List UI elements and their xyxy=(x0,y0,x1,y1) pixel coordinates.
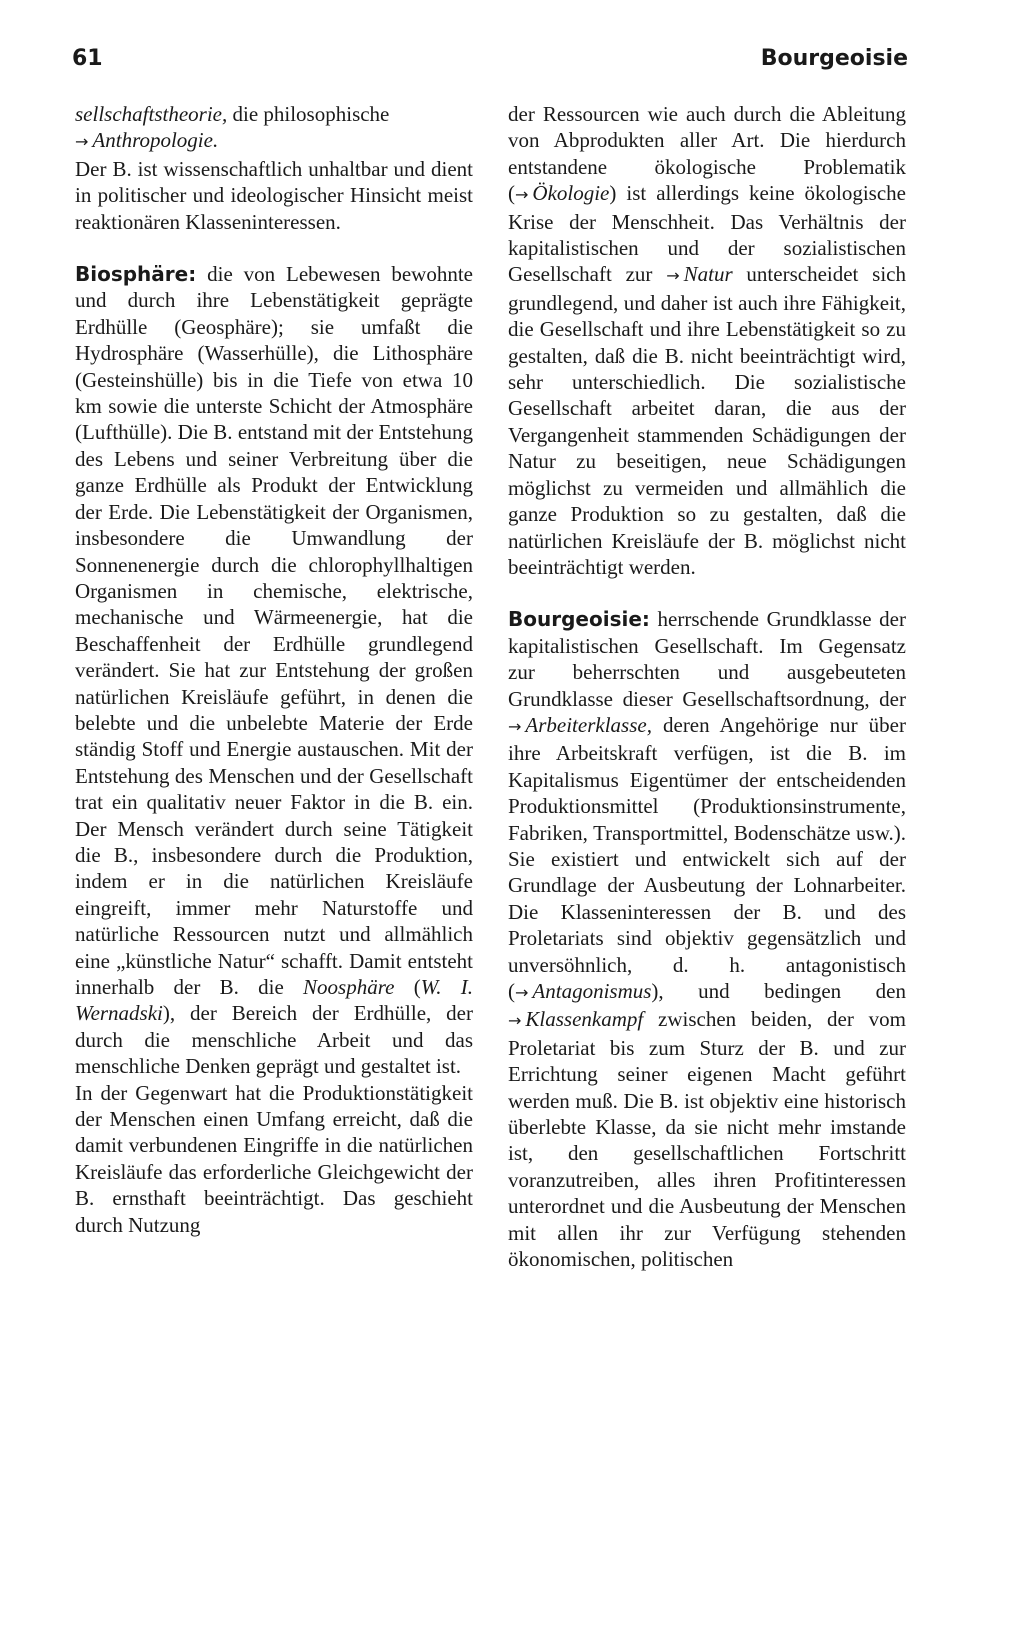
cross-reference-arrow-icon: → xyxy=(515,983,529,1002)
body-text: zwischen beiden, der vom Proletariat bis zum Sturz der B. und zur Errichtung seiner eigenen Macht geführt werden muß. Die B. ist objektiv eine historisch überlebte Klasse, da sie nicht mehr imstande ist, den gesellschaftlichen Fortschritt voranzutreiben, alles ihren Profitinteressen unterordnet und die Ausbeutung der Menschen mit allen ihr zur Verfügung stehenden ökonomischen, politischen xyxy=(508,1007,906,1272)
cross-reference: Antagonismus xyxy=(532,979,652,1003)
cross-reference: Ökologie xyxy=(532,181,610,206)
body-text: unterscheidet sich grundlegend, und daher ist auch ihre Fähigkeit, die Gesellschaft und ihre Lebenstätigkeit so zu gestalten, daß die B. nicht beeinträchtigt wird, sehr unterschiedlich. Die sozialistische Gesellschaft arbeitet daran, die aus der Vergangenheit stammenden Schädigungen der Natur zu beseitigen, neue Schädigungen möglichst zu vermeiden und allmählich die ganze Produktion so zu gestalten, daß die natürlichen Kreisläufe der B. möglichst nicht beeinträchtigt werden. xyxy=(508,262,906,579)
cross-reference-arrow-icon: → xyxy=(508,716,522,736)
entry-biosphaere-continued xyxy=(508,101,906,580)
cross-reference: sellschaftstheorie, xyxy=(75,102,228,126)
cross-reference: Noosphäre xyxy=(303,975,395,999)
cross-reference-arrow-icon: → xyxy=(666,266,680,286)
cross-reference-arrow-icon: → xyxy=(515,185,529,205)
body-text: deren Angehörige nur über ihre Arbeitskraft verfügen, ist die B. im Kapitalismus Eigentümer der entscheidenden Produktionsmittel (Produktionsinstrumente, Fabriken, Transportmittel, Bodenschätze usw.). Sie existiert und entwickelt sich auf der Grundlage der Ausbeutung der Lohnarbeiter. Die Klasseninteressen der B. und des Proletariats sind objektiv gegensätzlich und unversöhnlich, d. h. antagonistisch ( xyxy=(508,712,906,1003)
entry-term: Biosphäre: xyxy=(75,262,197,287)
paragraph: In der Gegenwart hat die Produktionstätigkeit der Menschen einen Umfang erreicht, daß die damit verbundenen Eingriffe in die natürlichen Kreisläufe das erforderliche Gleichgewicht der B. ernsthaft beeinträchtigt. Das geschieht durch Nutzung xyxy=(75,1080,473,1237)
body-text: herrschende Grundklasse der kapitalistischen Gesellschaft. Im Gegensatz zur beherrschten und ausgebeuteten Grundklasse dieser Gesellschaftsordnung, der xyxy=(508,607,906,711)
entry-biosphaere xyxy=(75,261,473,1080)
right-column xyxy=(508,101,906,1272)
entry-bourgeoisie xyxy=(508,606,906,1272)
left-column xyxy=(75,101,473,1238)
body-text: die philosophische xyxy=(227,102,390,126)
body-text: ), der Bereich der Erdhülle, der durch die menschliche Arbeit und das menschliche Denken geprägt und gestaltet ist. xyxy=(75,1001,473,1079)
cross-reference-arrow-icon: → xyxy=(508,1011,522,1031)
body-text: ), und bedingen den xyxy=(651,979,906,1003)
cross-reference: Klassenkampf xyxy=(525,1007,644,1032)
paragraph: Der B. ist wissenschaftlich unhaltbar und dient in politischer und ideologischer Hinsicht meist reaktionären Klasseninteressen. xyxy=(75,156,473,234)
cross-reference: Arbeiterklasse, xyxy=(525,712,652,737)
entry-term: Bourgeoisie: xyxy=(508,607,650,632)
body-text: die von Lebewesen bewohnte und durch ihre Lebenstätigkeit geprägte Erdhülle (Geosphäre); sie umfaßt die Hydrosphäre (Wasserhülle), die Lithosphäre (Gesteinshülle) bis in die Tiefe von etwa 10 km sowie die unterste Schicht der Atmosphäre (Lufthülle). Die B. entstand mit der Entstehung des Lebens und seiner Verbreitung über die ganze Erdhülle als Produkt der Entwicklung der Erde. Die Lebenstätigkeit der Organismen, insbesondere die Umwandlung der Sonnenenergie durch die chlorophyllhaltigen Organismen in chemische, elektrische, mechanische und Wärmeenergie, hat die Beschaffenheit der Erdhülle grundlegend verändert. Sie hat zur Entstehung der großen natürlichen Kreisläufe geführt, in denen die belebte und die unbelebte Materie der Erde ständig Stoff und Energie austauschen. Mit der Entstehung des Menschen und der Gesellschaft trat ein qualitativ neuer Faktor in die B. ein. Der Mensch verändert durch seine Tätigkeit die B., insbesondere durch die Produktion, indem er in die natürlichen Kreisläufe eingreift, immer mehr Naturstoffe und natürliche Ressourcen nutzt und allmählich eine „künstliche Natur“ schafft. Damit entsteht innerhalb der B. die xyxy=(75,262,473,999)
running-head xyxy=(72,40,908,80)
continuation-paragraph xyxy=(75,101,473,156)
cross-reference: W. I. Wernadski xyxy=(75,975,473,1026)
cross-reference: Anthropologie. xyxy=(92,128,219,153)
body-text: der Ressourcen wie auch durch die Ableitung von Abprodukten aller Art. Die hierdurch entstandene ökologische Problematik ( xyxy=(508,102,906,206)
running-head-keyword: Bourgeoisie xyxy=(760,46,908,71)
body-text: ) ist allerdings keine ökologische Krise der Menschheit. Das Verhältnis der kapitalistischen und der sozialistischen Gesellschaft zur xyxy=(508,181,906,287)
body-text: ( xyxy=(394,975,421,999)
page-number: 61 xyxy=(72,46,103,71)
cross-reference-arrow-icon: → xyxy=(75,132,89,152)
cross-reference: Natur xyxy=(683,262,733,287)
